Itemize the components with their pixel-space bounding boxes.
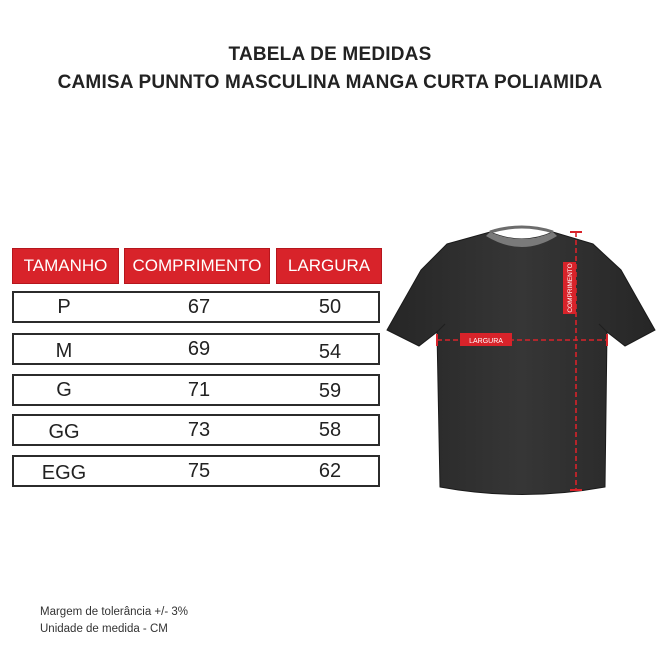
table-row (12, 333, 380, 365)
table-row (12, 374, 380, 406)
largura-cell: 62 (318, 460, 342, 482)
size-cell: M (55, 340, 73, 362)
table-row (12, 455, 380, 487)
comprimento-cell: 71 (187, 379, 211, 401)
tshirt-body (387, 232, 655, 495)
largura-cell: 59 (318, 380, 342, 402)
size-cell: G (56, 379, 72, 401)
comprimento-cell: 67 (187, 296, 211, 318)
table-row (12, 291, 380, 323)
footnotes (40, 604, 188, 638)
comprimento-cell: 69 (187, 338, 211, 360)
size-cell: EGG (41, 462, 87, 484)
largura-cell: 50 (318, 296, 342, 318)
page-title: TABELA DE MEDIDAS (228, 44, 432, 65)
column-header-largura: LARGURA (276, 248, 382, 284)
tolerance-note: Margem de tolerância +/- 3% (40, 606, 188, 618)
page-subtitle: CAMISA PUNNTO MASCULINA MANGA CURTA POLIAMIDA (57, 72, 603, 93)
comprimento-cell: 73 (187, 419, 211, 441)
size-cell: GG (48, 421, 80, 443)
length-label: COMPRIMENTO (567, 263, 574, 313)
size-cell: P (57, 296, 71, 318)
column-header-comprimento: COMPRIMENTO (124, 248, 270, 284)
column-header-tamanho: TAMANHO (12, 248, 119, 284)
largura-cell: 54 (318, 341, 342, 363)
unit-note: Unidade de medida - CM (40, 623, 168, 635)
comprimento-cell: 75 (187, 460, 211, 482)
width-label: LARGURA (469, 338, 503, 345)
tshirt-diagram (385, 212, 660, 502)
largura-cell: 58 (318, 419, 342, 441)
table-row (12, 414, 380, 446)
